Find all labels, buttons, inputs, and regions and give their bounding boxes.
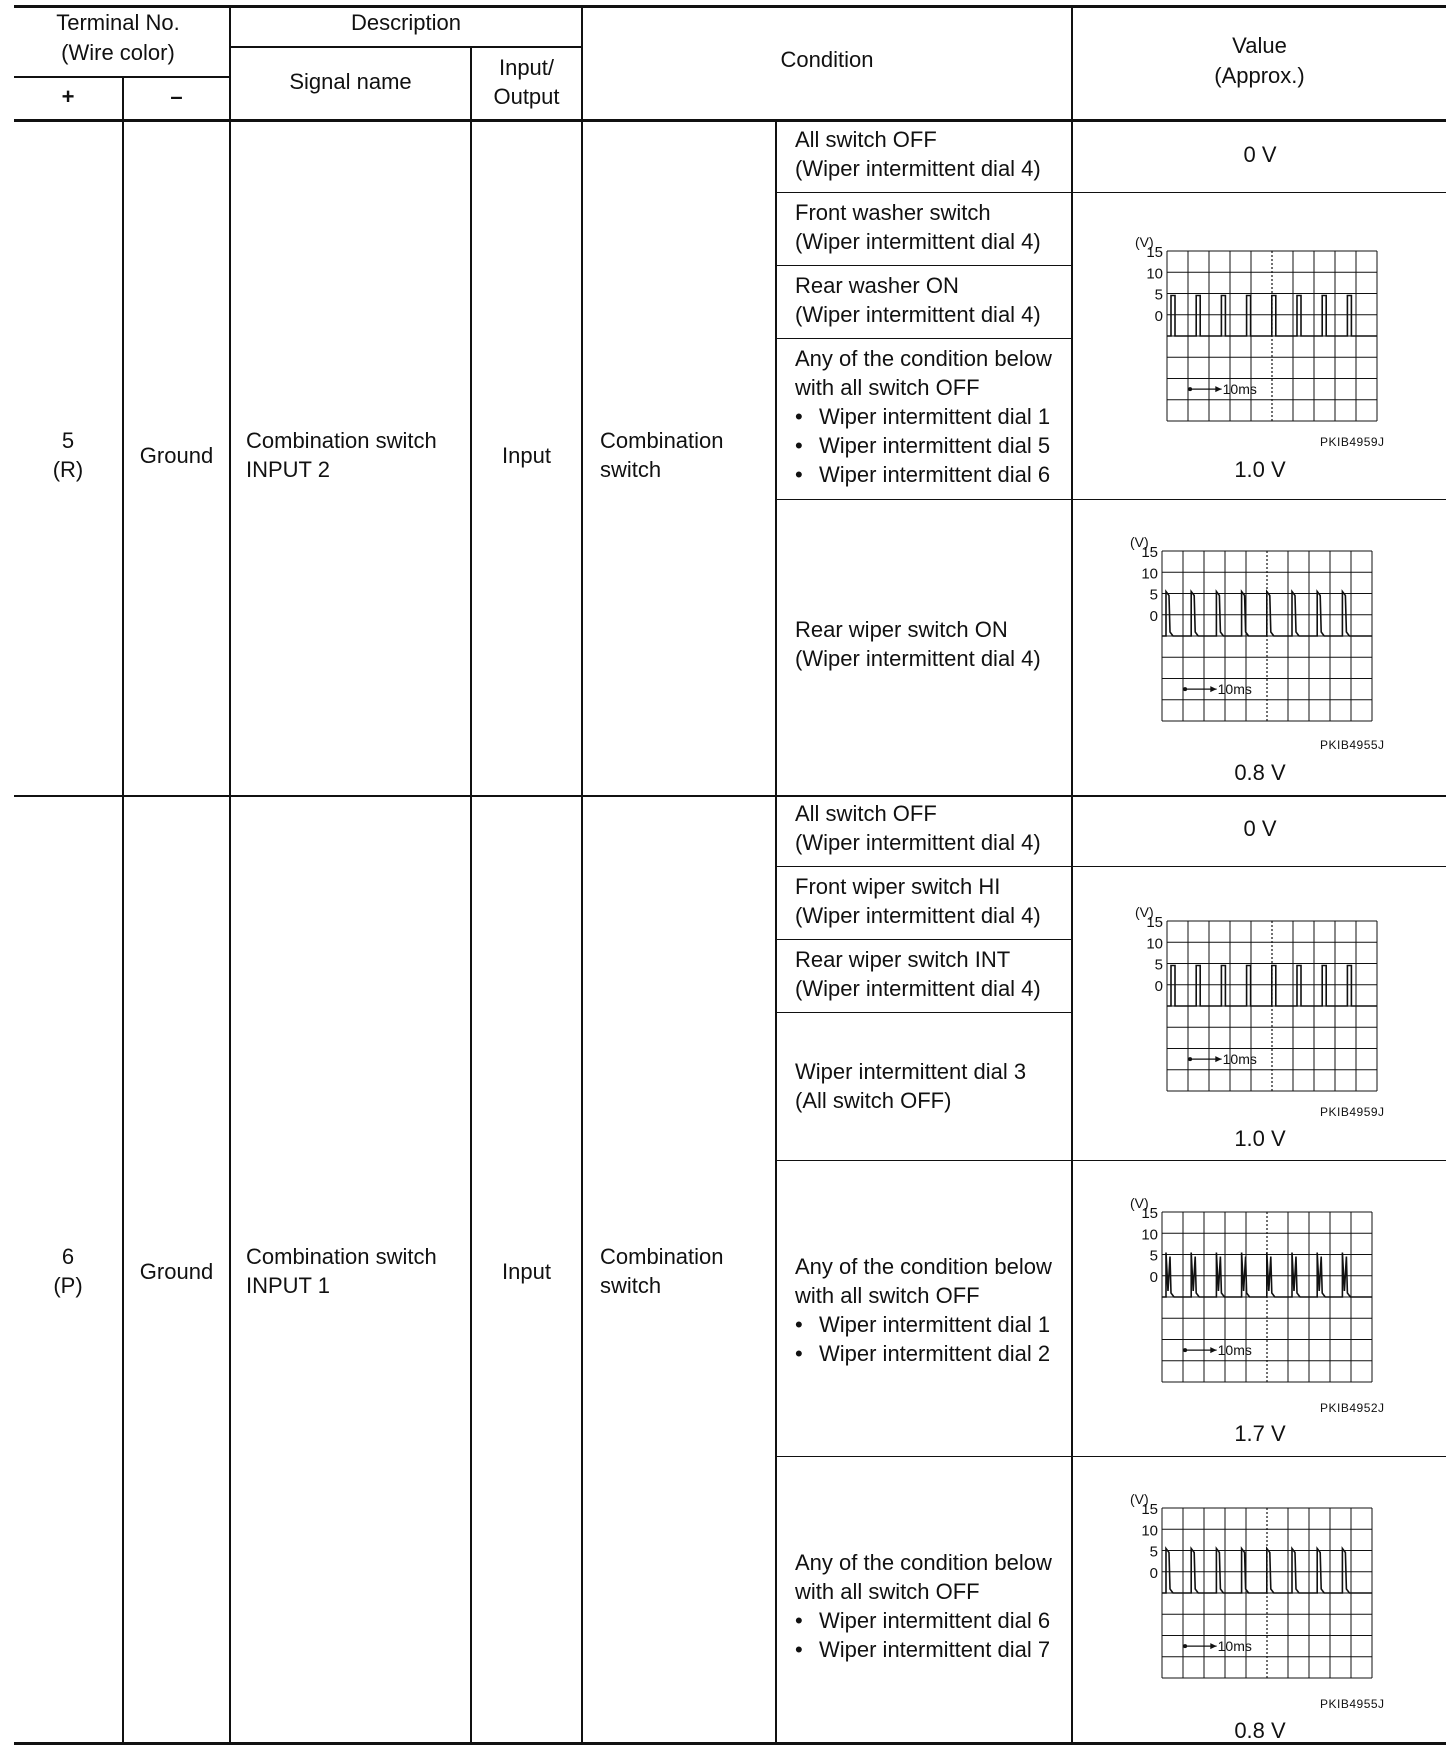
condition-item: All switch OFF — [795, 127, 937, 152]
axis-tick-label: 15 — [1146, 914, 1163, 931]
condition-group: Combination — [600, 1244, 724, 1269]
axis-tick-label: 0 — [1149, 1268, 1158, 1286]
axis-tick-label: 0 — [1149, 607, 1158, 625]
axis-tick-label: 0 — [1149, 1564, 1158, 1582]
header-signal-name: Signal name — [289, 69, 412, 94]
header-description: Description — [350, 10, 462, 35]
ground-label: Ground — [139, 1259, 214, 1284]
axis-tick-label: 15 — [1146, 244, 1163, 261]
header-minus: – — [170, 84, 183, 109]
condition-item-note: with all switch OFF — [795, 1579, 980, 1604]
wire-color: (P) — [53, 1273, 83, 1298]
axis-unit: (V) — [1130, 1195, 1149, 1211]
time-arrow-head — [1215, 386, 1221, 392]
figure-code: PKIB4959J — [1320, 1105, 1385, 1119]
waveform-trace — [1162, 1253, 1372, 1298]
value-voltage: 1.0 V — [1234, 1126, 1286, 1151]
condition-bullet: • Wiper intermittent dial 1 — [793, 402, 1050, 431]
signal-name-2: INPUT 2 — [246, 457, 330, 482]
time-scale-label: 10ms — [1222, 381, 1257, 398]
waveform-trace — [1162, 592, 1372, 637]
value-voltage: 1.7 V — [1234, 1421, 1286, 1446]
condition-item-note: (Wiper intermittent dial 4) — [795, 229, 1041, 254]
condition-group: Combination — [600, 428, 724, 453]
axis-tick-label: 10 — [1146, 265, 1163, 283]
axis-unit: (V) — [1130, 534, 1149, 550]
condition-item-note: (Wiper intermittent dial 4) — [795, 830, 1041, 855]
time-arrow-tail — [1183, 1644, 1187, 1648]
condition-item-note: (Wiper intermittent dial 4) — [795, 156, 1041, 181]
time-arrow-tail — [1188, 387, 1192, 391]
signal-name: Combination switch — [246, 428, 437, 453]
condition-bullet: • Wiper intermittent dial 1 — [793, 1310, 1050, 1339]
condition-item: Wiper intermittent dial 3 — [795, 1059, 1027, 1084]
axis-tick-label: 15 — [1141, 1501, 1158, 1518]
condition-item-note: with all switch OFF — [795, 1283, 980, 1308]
condition-item-note: with all switch OFF — [795, 375, 980, 400]
figure-code: PKIB4955J — [1320, 738, 1385, 752]
axis-tick-label: 0 — [1154, 977, 1163, 995]
condition-group-2: switch — [600, 457, 662, 482]
axis-tick-label: 15 — [1141, 544, 1158, 561]
value-voltage: 0.8 V — [1234, 1718, 1286, 1743]
value-voltage: 0 V — [1243, 816, 1277, 841]
condition-item-note: (Wiper intermittent dial 4) — [795, 646, 1041, 671]
oscilloscope-waveform — [1131, 234, 1391, 427]
condition-item: All switch OFF — [795, 801, 937, 826]
oscilloscope-waveform — [1126, 1491, 1386, 1684]
condition-group-2: switch — [600, 1273, 662, 1298]
oscilloscope-waveform — [1126, 534, 1386, 727]
header-terminal-no: Terminal No. — [56, 10, 180, 35]
axis-tick-label: 5 — [1149, 1247, 1158, 1265]
axis-tick-label: 5 — [1149, 1543, 1158, 1561]
condition-bullet: • Wiper intermittent dial 6 — [793, 1606, 1050, 1635]
time-arrow-tail — [1183, 687, 1187, 691]
figure-code: PKIB4952J — [1320, 1401, 1385, 1415]
oscilloscope-waveform — [1131, 904, 1391, 1097]
axis-unit: (V) — [1130, 1491, 1149, 1507]
axis-tick-label: 5 — [1154, 956, 1163, 974]
axis-tick-label: 10 — [1141, 1226, 1158, 1244]
time-arrow-head — [1210, 1347, 1216, 1353]
terminal-number: 5 — [61, 428, 75, 453]
condition-bullet: • Wiper intermittent dial 7 — [793, 1635, 1050, 1664]
value-voltage: 0.8 V — [1234, 760, 1286, 785]
waveform-trace — [1167, 296, 1377, 337]
time-arrow-tail — [1183, 1348, 1187, 1352]
condition-item-note: (All switch OFF) — [795, 1088, 952, 1113]
time-arrow-head — [1215, 1056, 1221, 1062]
figure-code: PKIB4955J — [1320, 1697, 1385, 1711]
condition-bullet: • Wiper intermittent dial 6 — [793, 460, 1050, 489]
axis-tick-label: 10 — [1146, 935, 1163, 953]
waveform-trace — [1167, 966, 1377, 1007]
axis-tick-label: 5 — [1154, 286, 1163, 304]
time-scale-label: 10ms — [1217, 681, 1252, 698]
time-arrow-head — [1210, 686, 1216, 692]
time-scale-label: 10ms — [1222, 1051, 1257, 1068]
condition-bullet: • Wiper intermittent dial 2 — [793, 1339, 1050, 1368]
header-approx: (Approx.) — [1214, 63, 1305, 88]
time-arrow-tail — [1188, 1057, 1192, 1061]
io-value: Input — [502, 443, 551, 468]
axis-tick-label: 0 — [1154, 307, 1163, 325]
header-output: Output — [493, 84, 560, 109]
condition-item: Any of the condition below — [795, 346, 1052, 371]
header-input: Input/ — [498, 55, 555, 80]
value-voltage: 0 V — [1243, 142, 1277, 167]
axis-tick-label: 15 — [1141, 1205, 1158, 1222]
signal-name: Combination switch — [246, 1244, 437, 1269]
axis-unit: (V) — [1135, 904, 1154, 920]
axis-tick-label: 5 — [1149, 586, 1158, 604]
header-value: Value — [1232, 33, 1287, 58]
ground-label: Ground — [139, 443, 214, 468]
terminal-number: 6 — [61, 1244, 75, 1269]
condition-item: Front washer switch — [795, 200, 991, 225]
condition-item-note: (Wiper intermittent dial 4) — [795, 302, 1041, 327]
signal-name-2: INPUT 1 — [246, 1273, 330, 1298]
wire-color: (R) — [52, 457, 84, 482]
header-condition: Condition — [780, 47, 874, 72]
condition-item: Any of the condition below — [795, 1254, 1052, 1279]
condition-item-note: (Wiper intermittent dial 4) — [795, 976, 1041, 1001]
condition-item: Rear washer ON — [795, 273, 959, 298]
value-voltage: 1.0 V — [1234, 457, 1286, 482]
figure-code: PKIB4959J — [1320, 435, 1385, 449]
axis-unit: (V) — [1135, 234, 1154, 250]
condition-item: Rear wiper switch INT — [795, 947, 1011, 972]
condition-item: Any of the condition below — [795, 1550, 1052, 1575]
oscilloscope-waveform — [1126, 1195, 1386, 1388]
header-wire-color: (Wire color) — [61, 40, 175, 65]
axis-tick-label: 10 — [1141, 565, 1158, 583]
io-value: Input — [502, 1259, 551, 1284]
time-scale-label: 10ms — [1217, 1638, 1252, 1655]
waveform-trace — [1162, 1549, 1372, 1594]
condition-item-note: (Wiper intermittent dial 4) — [795, 903, 1041, 928]
time-scale-label: 10ms — [1217, 1342, 1252, 1359]
axis-tick-label: 10 — [1141, 1522, 1158, 1540]
condition-item: Front wiper switch HI — [795, 874, 1001, 899]
time-arrow-head — [1210, 1643, 1216, 1649]
condition-bullet: • Wiper intermittent dial 5 — [793, 431, 1050, 460]
condition-item: Rear wiper switch ON — [795, 617, 1008, 642]
header-plus: + — [61, 84, 75, 109]
